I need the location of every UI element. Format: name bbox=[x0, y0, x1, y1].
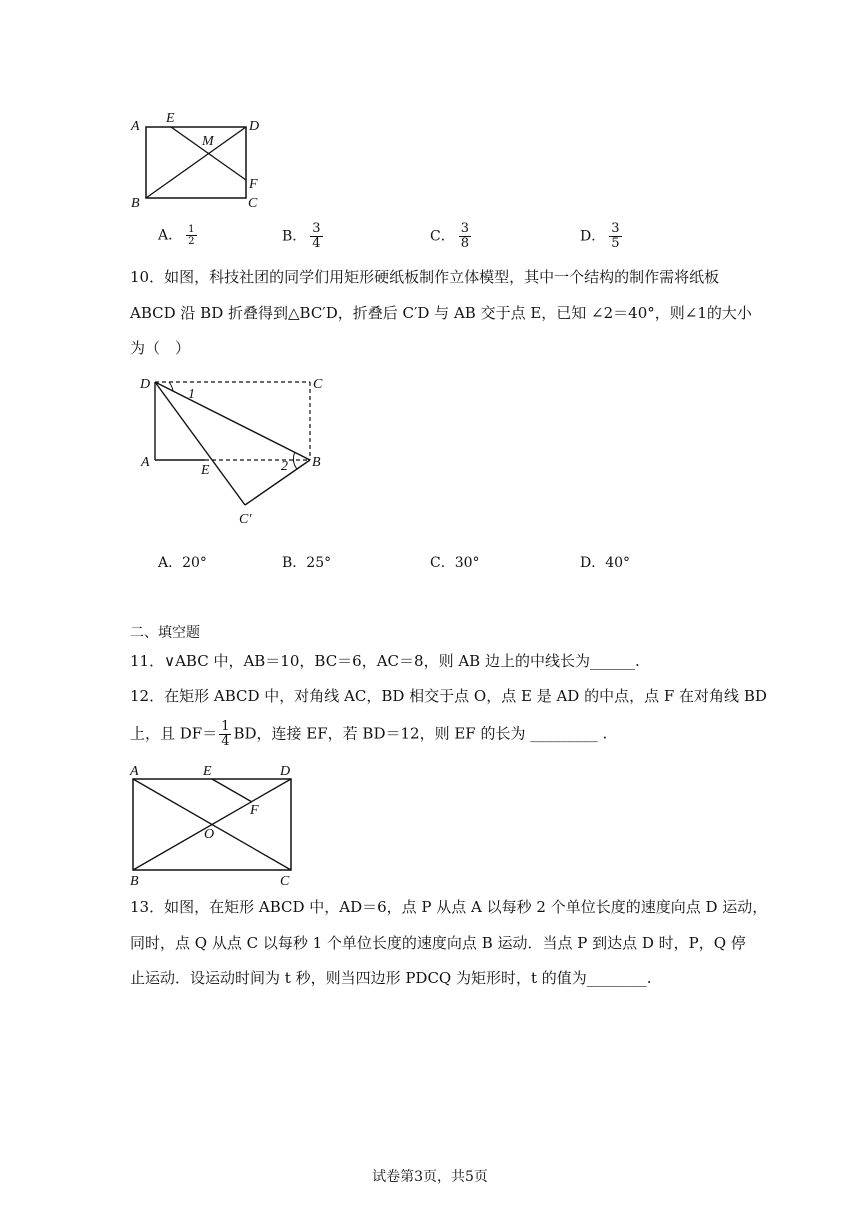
q12-line-2 bbox=[130, 720, 607, 749]
q12-figure bbox=[125, 760, 305, 890]
q10-option-c: C．30° bbox=[430, 555, 480, 571]
q13-line-2: 同时，点 Q 从点 C 以每秒 1 个单位长度的速度向点 B 运动．当点 P 到达点 D 时，P，Q 停 bbox=[130, 934, 746, 952]
q12-label-e: E bbox=[203, 764, 212, 779]
q10-line-1: 10．如图，科技社团的同学们用矩形硬纸板制作立体模型，其中一个结构的制作需将纸板 bbox=[130, 268, 720, 286]
q9-figure bbox=[128, 110, 268, 210]
q9-option-d-letter: D． bbox=[580, 228, 606, 245]
q12-label-a: A bbox=[130, 764, 139, 779]
q9-label-c: C bbox=[248, 196, 258, 210]
q10-angle-1: 1 bbox=[188, 387, 195, 402]
q9-option-b-letter: B． bbox=[282, 228, 307, 245]
q12-label-d: D bbox=[280, 764, 291, 779]
q11-text: 11．∨ABC 中，AB＝10，BC＝6，AC＝8，则 AB 边上的中线长为______. bbox=[130, 652, 640, 670]
q13-line-1: 13．如图，在矩形 ABCD 中，AD＝6，点 P 从点 A 以每秒 2 个单位长度的速度向点 D 运动， bbox=[130, 898, 768, 916]
q9-label-f: F bbox=[249, 177, 258, 192]
q10-label-d: D bbox=[140, 377, 151, 392]
q12-line-2-post: BD，连接 EF，若 BD＝12，则 EF 的长为 _________ . bbox=[233, 724, 608, 743]
q10-line-3: 为（ ） bbox=[130, 339, 191, 357]
q9-label-m: M bbox=[202, 134, 214, 149]
q10-label-e: E bbox=[201, 463, 210, 478]
q9-option-b-fraction: $\frac{3}{4}$ bbox=[312, 221, 321, 251]
q10-option-a: A．20° bbox=[158, 555, 207, 571]
q9-option-d bbox=[580, 222, 622, 251]
section-heading-fill-in: 二、填空题 bbox=[130, 625, 200, 641]
q9-label-a: A bbox=[131, 119, 140, 134]
q10-option-d: D．40° bbox=[580, 555, 631, 571]
q10-line-2: ABCD 沿 BD 折叠得到△BC′D，折叠后 C′D 与 AB 交于点 E，已知 ∠2＝40°，则∠1的大小 bbox=[130, 304, 752, 322]
q10-angle-2: 2 bbox=[281, 459, 288, 474]
q12-label-c: C bbox=[280, 874, 290, 889]
q12-label-o: O bbox=[204, 827, 215, 842]
q9-option-c bbox=[430, 222, 471, 251]
q9-option-c-fraction: $\frac{3}{8}$ bbox=[460, 221, 469, 251]
q9-option-a-fraction: $\frac{1}{2}$ bbox=[188, 224, 195, 247]
q9-option-b bbox=[282, 222, 323, 251]
q12-label-f: F bbox=[250, 803, 259, 818]
page-footer: 试卷第3页，共5页 bbox=[372, 1169, 488, 1185]
q9-option-d-fraction: $\frac{3}{5}$ bbox=[611, 221, 620, 251]
q9-label-e: E bbox=[166, 111, 175, 126]
q9-label-b: B bbox=[131, 196, 140, 210]
q10-figure bbox=[135, 370, 345, 530]
q10-label-c: C bbox=[313, 377, 323, 392]
q12-label-b: B bbox=[130, 874, 139, 889]
q9-option-a-letter: A． bbox=[158, 227, 183, 244]
q13-line-3: 止运动．设运动时间为 t 秒，则当四边形 PDCQ 为矩形时，t 的值为________. bbox=[130, 969, 652, 987]
q9-option-a bbox=[158, 224, 197, 247]
q10-label-b: B bbox=[312, 455, 321, 470]
q10-option-b: B．25° bbox=[282, 555, 332, 571]
q12-line-2-pre: 上，且 DF＝ bbox=[130, 724, 218, 743]
q9-option-c-letter: C． bbox=[430, 228, 455, 245]
q10-label-c-prime: C′ bbox=[239, 512, 252, 527]
q10-label-a: A bbox=[141, 455, 150, 470]
q9-label-d: D bbox=[249, 119, 260, 134]
q12-fraction: $\frac{1}{4}$ bbox=[221, 719, 230, 749]
q12-line-1: 12．在矩形 ABCD 中，对角线 AC，BD 相交于点 O，点 E 是 AD 的中点，点 F 在对角线 BD bbox=[130, 687, 767, 705]
